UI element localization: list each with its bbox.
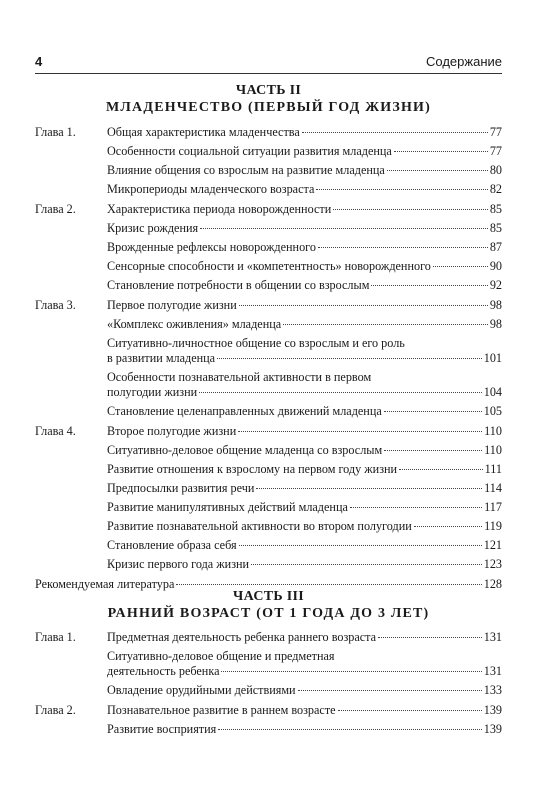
entry-title: Второе полугодие жизни xyxy=(107,424,237,438)
entry-page: 85 xyxy=(489,221,502,235)
entry-title-line1: Особенности познавательной активности в первом xyxy=(107,370,372,384)
dot-leader xyxy=(302,132,488,133)
toc-entry[interactable] xyxy=(35,649,502,679)
chapter-label: Глава 2. xyxy=(35,703,76,717)
entry-title: Становление целенаправленных движений младенца xyxy=(107,404,382,418)
entry-title: Ситуативно-деловое общение младенца со взрослым xyxy=(107,443,383,457)
toc-entry[interactable] xyxy=(35,163,502,178)
dot-leader xyxy=(318,247,488,248)
entry-title: Овладение орудийными действиями xyxy=(107,683,296,697)
entry-page: 87 xyxy=(489,240,502,254)
toc-entry[interactable] xyxy=(35,202,502,217)
toc-entry[interactable] xyxy=(35,703,502,718)
entry-page: 119 xyxy=(484,519,502,533)
entry-title: Развитие восприятия xyxy=(107,722,217,736)
dot-leader xyxy=(200,228,488,229)
toc-entry[interactable] xyxy=(35,298,502,313)
entry-page: 123 xyxy=(483,557,502,571)
entry-title: Рекомендуемая литература xyxy=(35,577,175,591)
dot-leader xyxy=(199,392,482,393)
dot-leader xyxy=(218,729,481,730)
entry-page: 85 xyxy=(489,202,502,216)
part-3-heading xyxy=(35,588,502,623)
entry-title: Общая характеристика младенчества xyxy=(107,125,300,139)
running-title: Содержание xyxy=(426,54,502,69)
part-3-section xyxy=(35,588,502,737)
toc-entry[interactable] xyxy=(35,424,502,439)
page-header xyxy=(35,52,502,72)
part-2-number: ЧАСТЬ II xyxy=(235,83,302,98)
dot-leader xyxy=(221,671,481,672)
toc-entry[interactable] xyxy=(35,370,502,400)
dot-leader xyxy=(378,637,482,638)
entry-page: 105 xyxy=(483,404,502,418)
dot-leader xyxy=(387,170,488,171)
entry-title: Характеристика периода новорожденности xyxy=(107,202,332,216)
toc-entry[interactable] xyxy=(35,500,502,515)
part-2-section xyxy=(35,82,502,592)
header-rule xyxy=(35,73,502,74)
toc-entry[interactable] xyxy=(35,404,502,419)
dot-leader xyxy=(394,151,488,152)
entry-title: полугодии жизни xyxy=(107,385,198,399)
chapter-label: Глава 4. xyxy=(35,424,76,438)
entry-title: Развитие манипулятивных действий младенца xyxy=(107,500,348,514)
entry-page: 90 xyxy=(489,259,502,273)
entry-title: «Комплекс оживления» младенца xyxy=(107,317,282,331)
entry-title: Предметная деятельность ребенка раннего возраста xyxy=(107,630,377,644)
part-3-title: РАННИЙ ВОЗРАСТ (ОТ 1 ГОДА ДО 3 ЛЕТ) xyxy=(107,606,430,621)
entry-title: Предпосылки развития речи xyxy=(107,481,255,495)
entry-title: Микропериоды младенческого возраста xyxy=(107,182,315,196)
part-2-heading xyxy=(35,82,502,117)
toc-entry[interactable] xyxy=(35,630,502,645)
chapter-label: Глава 1. xyxy=(35,630,76,644)
entry-title-line1: Ситуативно-личностное общение со взрослым и его роль xyxy=(107,336,405,350)
toc-entry[interactable] xyxy=(35,462,502,477)
entry-page: 92 xyxy=(489,278,502,292)
entry-page: 77 xyxy=(489,144,502,158)
toc-entry[interactable] xyxy=(35,557,502,572)
entry-page: 139 xyxy=(483,722,502,736)
dot-leader xyxy=(256,488,482,489)
entry-page: 77 xyxy=(489,125,502,139)
entry-title: Особенности социальной ситуации развития младенца xyxy=(107,144,392,158)
entry-title: Влияние общения со взрослым на развитие младенца xyxy=(107,163,385,177)
entry-title: Сенсорные способности и «компетентность» новорожденного xyxy=(107,259,431,273)
dot-leader xyxy=(251,564,482,565)
entry-page: 114 xyxy=(484,481,502,495)
dot-leader xyxy=(414,526,482,527)
toc-entry[interactable] xyxy=(35,278,502,293)
toc-entry[interactable] xyxy=(35,240,502,255)
entry-page: 82 xyxy=(489,182,502,196)
page-number: 4 xyxy=(35,54,43,69)
entry-page: 121 xyxy=(483,538,502,552)
toc-entry[interactable] xyxy=(35,538,502,553)
entry-title: Становление образа себя xyxy=(107,538,237,552)
dot-leader xyxy=(238,431,482,432)
entry-page: 131 xyxy=(483,630,502,644)
dot-leader xyxy=(176,584,481,585)
dot-leader xyxy=(283,324,488,325)
entry-page: 128 xyxy=(483,577,502,591)
dot-leader xyxy=(239,305,488,306)
entry-page: 110 xyxy=(484,443,502,457)
entry-page: 80 xyxy=(489,163,502,177)
dot-leader xyxy=(333,209,488,210)
toc-entry[interactable] xyxy=(35,683,502,698)
dot-leader xyxy=(350,507,482,508)
toc-entry[interactable] xyxy=(35,259,502,274)
toc-entry[interactable] xyxy=(35,336,502,366)
entry-page: 101 xyxy=(483,351,502,365)
entry-title: Развитие познавательной активности во втором полугодии xyxy=(107,519,412,533)
entry-title: Кризис первого года жизни xyxy=(107,557,250,571)
entry-page: 98 xyxy=(489,317,502,331)
entry-page: 110 xyxy=(484,424,502,438)
entry-title: Становление потребности в общении со взрослым xyxy=(107,278,370,292)
toc-entry[interactable] xyxy=(35,182,502,197)
chapter-label: Глава 2. xyxy=(35,202,76,216)
entry-title: Познавательное развитие в раннем возрасте xyxy=(107,703,336,717)
entry-page: 133 xyxy=(483,683,502,697)
part-2-title: МЛАДЕНЧЕСТВО (ПЕРВЫЙ ГОД ЖИЗНИ) xyxy=(106,100,431,115)
entry-page: 131 xyxy=(483,664,502,678)
entry-title: деятельность ребенка xyxy=(107,664,220,678)
part-3-number: ЧАСТЬ III xyxy=(233,589,304,604)
toc-entry[interactable] xyxy=(35,519,502,534)
entry-page: 117 xyxy=(484,500,502,514)
dot-leader xyxy=(384,450,482,451)
toc-entry[interactable] xyxy=(35,317,502,332)
dot-leader xyxy=(384,411,482,412)
entry-page: 104 xyxy=(483,385,502,399)
entry-title: Врожденные рефлексы новорожденного xyxy=(107,240,316,254)
toc-entry[interactable] xyxy=(35,443,502,458)
chapter-label: Глава 3. xyxy=(35,298,76,312)
entry-title: в развитии младенца xyxy=(107,351,216,365)
dot-leader xyxy=(399,469,483,470)
toc-entry[interactable] xyxy=(35,125,502,140)
chapter-label: Глава 1. xyxy=(35,125,76,139)
toc-entry[interactable] xyxy=(35,481,502,496)
dot-leader xyxy=(239,545,482,546)
entry-page: 98 xyxy=(489,298,502,312)
dot-leader xyxy=(298,690,482,691)
entry-page: 139 xyxy=(483,703,502,717)
dot-leader xyxy=(316,189,487,190)
entry-title: Первое полугодие жизни xyxy=(107,298,237,312)
entry-title: Развитие отношения к взрослому на первом году жизни xyxy=(107,462,398,476)
toc-entry[interactable] xyxy=(35,144,502,159)
entry-title: Кризис рождения xyxy=(107,221,199,235)
dot-leader xyxy=(338,710,482,711)
dot-leader xyxy=(371,285,487,286)
toc-entry[interactable] xyxy=(35,722,502,737)
entry-page: 111 xyxy=(484,462,502,476)
dot-leader xyxy=(217,358,482,359)
toc-entry[interactable] xyxy=(35,221,502,236)
dot-leader xyxy=(433,266,488,267)
entry-title-line1: Ситуативно-деловое общение и предметная xyxy=(107,649,335,663)
